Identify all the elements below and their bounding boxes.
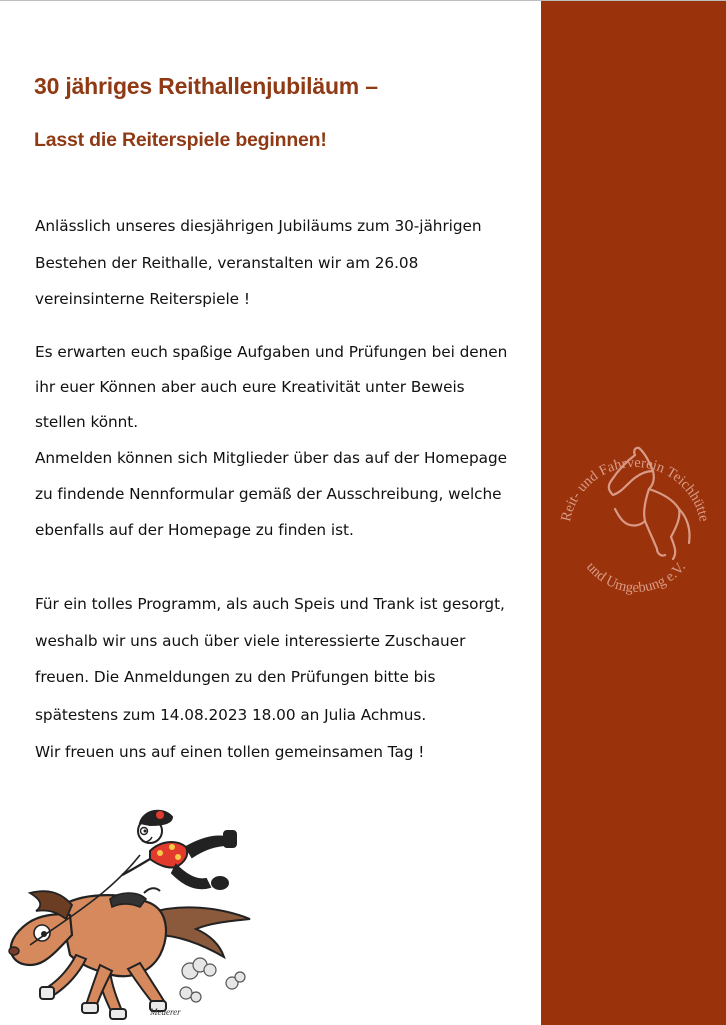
cartoon-rider-illustration [0, 795, 280, 1025]
body-line: freuen. Die Anmeldungen zu den Prüfungen bitte bis [35, 668, 436, 686]
body-line: ebenfalls auf der Homepage zu finden ist. [35, 521, 354, 539]
body-line: spätestens zum 14.08.2023 18.00 an Julia Achmus. [35, 706, 427, 724]
body-line: zu findende Nennformular gemäß der Ausschreibung, welche [35, 485, 502, 503]
body-line: Bestehen der Reithalle, veranstalten wir am 26.08 [35, 254, 419, 272]
body-line: Es erwarten euch spaßige Aufgaben und Prüfungen bei denen [35, 343, 508, 361]
emblem-arc-top: Reit- und Fahrverein Teichhütte [558, 454, 712, 524]
artist-signature: Mederer [150, 1007, 181, 1017]
body-line: stellen könnt. [35, 413, 139, 431]
subheadline: Lasst die Reiterspiele beginnen! [34, 129, 327, 151]
body-line: vereinsinterne Reiterspiele ! [35, 290, 250, 308]
body-line: Anmelden können sich Mitglieder über das auf der Homepage [35, 449, 507, 467]
body-line: Wir freuen uns auf einen tollen gemeinsamen Tag ! [35, 743, 425, 761]
headline: 30 jähriges Reithallenjubiläum – [34, 73, 378, 99]
club-emblem [549, 421, 719, 601]
body-line: ihr euer Können aber auch eure Kreativität unter Beweis [35, 378, 465, 396]
body-line: Anlässlich unseres diesjährigen Jubiläums zum 30-jährigen [35, 217, 482, 235]
emblem-arc-bottom: und Umgebung e.V. [582, 559, 690, 596]
body-line: Für ein tolles Programm, als auch Speis und Trank ist gesorgt, [35, 595, 505, 613]
body-line: weshalb wir uns auch über viele interessierte Zuschauer [35, 632, 466, 650]
